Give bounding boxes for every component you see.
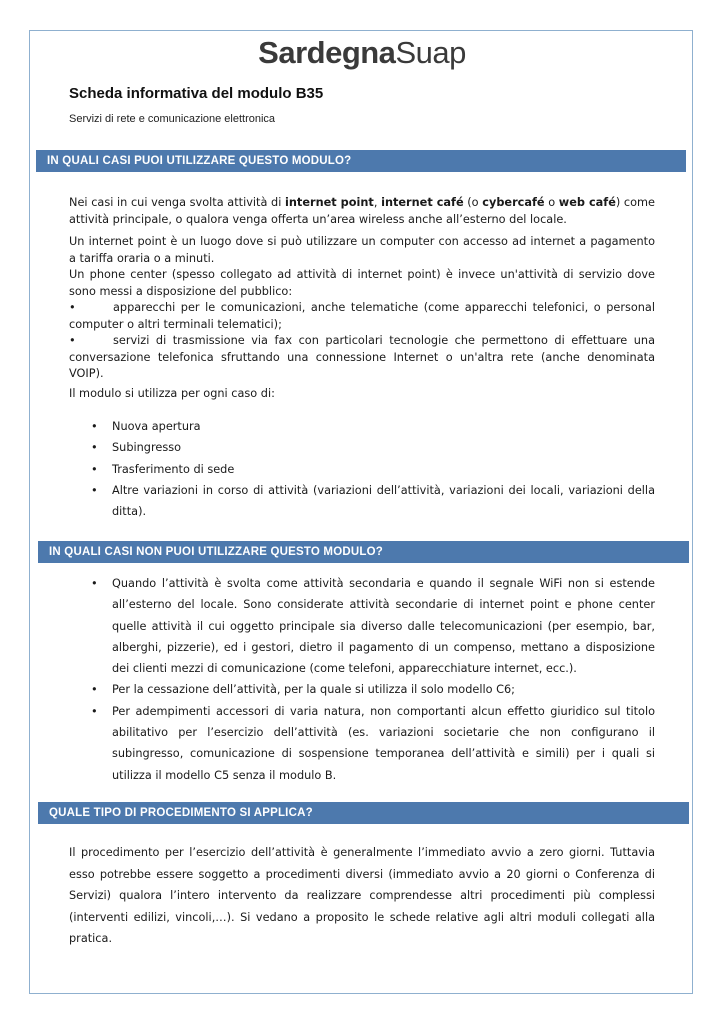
uses-list <box>69 416 655 522</box>
phone-center-bullet-b: • servizi di trasmissione via fax con particolari tecnologie che permettono di effettuare una conversazione telefonica sfruttando una connessione Internet o un'altra rete (anche denominata VOIP). <box>69 334 655 380</box>
exclusions-list <box>69 573 655 786</box>
bullet-icon: • <box>91 683 98 697</box>
bullet-icon: • <box>91 577 98 590</box>
section1-intro-paragraph: Nei casi in cui venga svolta attività di internet point, internet café (o cybercafé o web café) come attività principale, o qualora venga offerta un’area wireless anche all’esterno del locale. <box>69 196 655 226</box>
section-heading-procedure: QUALE TIPO DI PROCEDIMENTO SI APPLICA? <box>38 802 689 824</box>
uses-intro: Il modulo si utilizza per ogni caso di: <box>69 387 275 400</box>
section-heading-when-to-use: IN QUALI CASI PUOI UTILIZZARE QUESTO MODULO? <box>36 150 686 172</box>
list-item: • Quando l’attività è svolta come attività secondaria e quando il segnale WiFi non si estende all’esterno del locale. Sono considerate attività secondarie di internet point e phone center quelle attività il cui oggetto principale sia diverso dalle telecomunicazioni (per esempio, bar, alberghi, pizzerie), ed i gestori, dietro il pagamento di un compenso, mettano a disposizione dei clienti mezzi di comunicazione (come telefoni, apparecchiature internet, ecc.). <box>69 573 655 679</box>
list-item: • Nuova apertura <box>69 416 655 437</box>
bullet-icon: • <box>69 301 76 314</box>
list-item: • Per adempimenti accessori di varia natura, non comportanti alcun effetto giuridico sul titolo abilitativo per l’esercizio dell’attività (es. variazioni societarie che non configurano il subingresso, comunicazione di sospensione temporanea dell’attività e simili) per i quali si utilizza il modello C5 senza il modulo B. <box>69 701 655 786</box>
bullet-icon: • <box>91 483 98 497</box>
internet-point-definition: Un internet point è un luogo dove si può utilizzare un computer con accesso ad internet a pagamento a tariffa oraria o a minuti. <box>69 235 655 265</box>
list-item: • Subingresso <box>69 437 655 458</box>
page-subtitle: Servizi di rete e comunicazione elettronica <box>69 113 276 125</box>
phone-center-definition: Un phone center (spesso collegato ad attività di internet point) è invece un'attività di servizio dove sono messi a disposizione del pubblico: <box>69 268 655 298</box>
procedure-paragraph: Il procedimento per l’esercizio dell’attività è generalmente l’immediato avvio a zero giorni. Tuttavia esso potrebbe essere soggetto a procedimenti diversi (immediato avvio a 20 giorni o Conferenza di Servizi) qualora l’intero intervento da realizzare comprendesse altri procedimenti più complessi (interventi edilizi, vincoli,…). Si vedano a proposito le schede relative agli altri moduli collegati alla pratica. <box>69 846 655 946</box>
phone-center-bullet-a: • apparecchi per le comunicazioni, anche telematiche (come apparecchi telefonici, o personal computer o altri terminali telematici); <box>69 301 655 331</box>
bullet-icon: • <box>91 420 98 433</box>
list-item: • Trasferimento di sede <box>69 459 655 480</box>
bullet-icon: • <box>69 334 76 347</box>
sardegnasuap-logo <box>0 35 724 71</box>
logo-light-text: Suap <box>395 35 466 70</box>
bullet-icon: • <box>91 704 98 718</box>
bullet-icon: • <box>91 462 98 476</box>
list-item: • Per la cessazione dell’attività, per la quale si utilizza il solo modello C6; <box>69 679 655 700</box>
list-item: • Altre variazioni in corso di attività (variazioni dell’attività, variazioni dei locali, variazioni della ditta). <box>69 480 655 523</box>
section-heading-when-not-to-use: IN QUALI CASI NON PUOI UTILIZZARE QUESTO MODULO? <box>38 541 689 563</box>
page-title: Scheda informativa del modulo B35 <box>69 85 324 102</box>
section1-description <box>69 234 655 383</box>
logo-bold-text: Sardegna <box>258 35 396 70</box>
bullet-icon: • <box>91 441 98 455</box>
